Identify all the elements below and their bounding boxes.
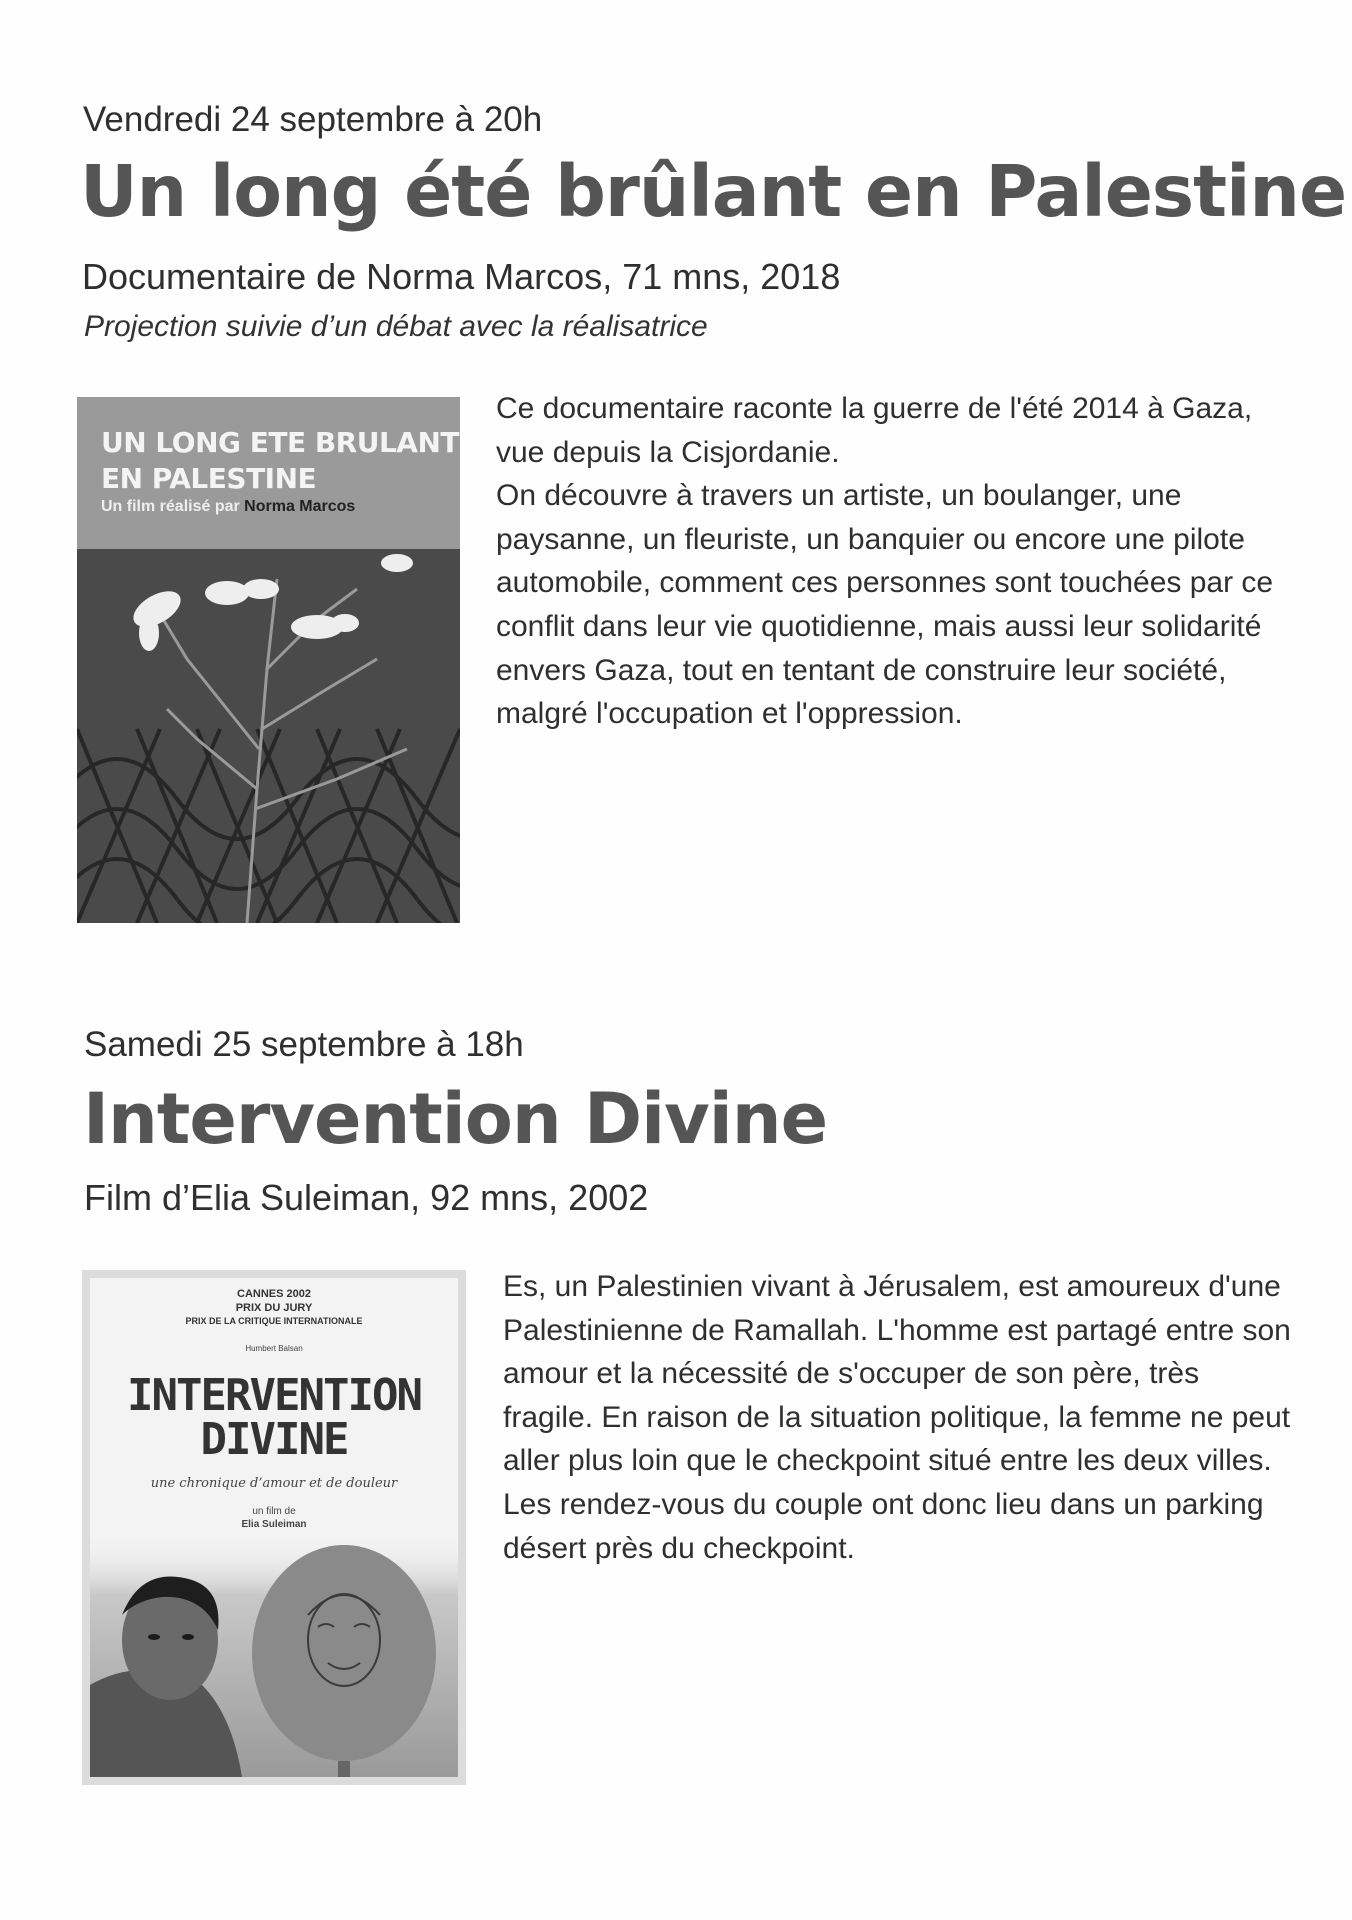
poster-title-line: EN PALESTINE [101, 462, 317, 495]
event-description [496, 387, 1286, 736]
event-date: Vendredi 24 septembre à 20h [83, 100, 543, 139]
poster-title [101, 425, 459, 497]
description-paragraph: Es, un Palestinien vivant à Jérusalem, est amoureux d'une Palestinienne de Ramallah. L'homme est partagé entre son amour et la nécessité de s'occuper de son père, très fragile. En raison de la situation politique, la femme ne peut aller plus loin que le checkpoint situé entre les deux villes. Les rendez-vous du couple ont donc lieu dans un parking désert près du checkpoint. [503, 1270, 1291, 1565]
poster-title-line: DIVINE [200, 1414, 348, 1465]
event-title: Intervention Divine [83, 1078, 828, 1160]
description-paragraph: On découvre à travers un artiste, un boulanger, une paysanne, un fleuriste, un banquier ou encore une pilote automobile, comment ces personnes sont touchées par ce conflit dans leur vie quotidienne, mais aussi leur solidarité envers Gaza, tout en tentant de construire leur société, malgré l'occupation et l'oppression. [496, 479, 1274, 731]
event-note: Projection suivie d’un débat avec la réalisatrice [84, 310, 708, 343]
poster-photo-man-balloon [82, 1535, 466, 1785]
poster-credit-name: Norma Marcos [244, 498, 356, 515]
event-meta: Film d’Elia Suleiman, 92 mns, 2002 [84, 1177, 649, 1218]
event-date: Samedi 25 septembre à 18h [84, 1025, 524, 1064]
event-description [503, 1265, 1293, 1570]
event-meta: Documentaire de Norma Marcos, 71 mns, 2018 [82, 256, 841, 297]
poster-festival: CANNES 2002 [237, 1288, 311, 1300]
poster-credit-label: Un film réalisé par [101, 498, 240, 515]
poster-tagline: une chronique d’amour et de douleur [150, 1476, 398, 1491]
event-title: Un long été brûlant en Palestine [80, 150, 1347, 233]
poster-film-by: un film de [252, 1506, 296, 1517]
poster-title-line: INTERVENTION [127, 1370, 421, 1421]
poster-director: Elia Suleiman [241, 1519, 307, 1530]
poster-festival: PRIX DU JURY [235, 1302, 313, 1314]
poster-producer: Humbert Balsan [245, 1344, 303, 1353]
film-poster [77, 397, 460, 923]
description-paragraph: Ce documentaire raconte la guerre de l'été 2014 à Gaza, vue depuis la Cisjordanie. [496, 392, 1253, 469]
poster-title-line: UN LONG ETE BRULANT [101, 426, 460, 459]
poster-credit [101, 498, 355, 516]
film-poster [82, 1270, 466, 1785]
poster-photo-jasmine-fence [77, 549, 460, 923]
poster-festival: PRIX DE LA CRITIQUE INTERNATIONALE [185, 1316, 363, 1326]
